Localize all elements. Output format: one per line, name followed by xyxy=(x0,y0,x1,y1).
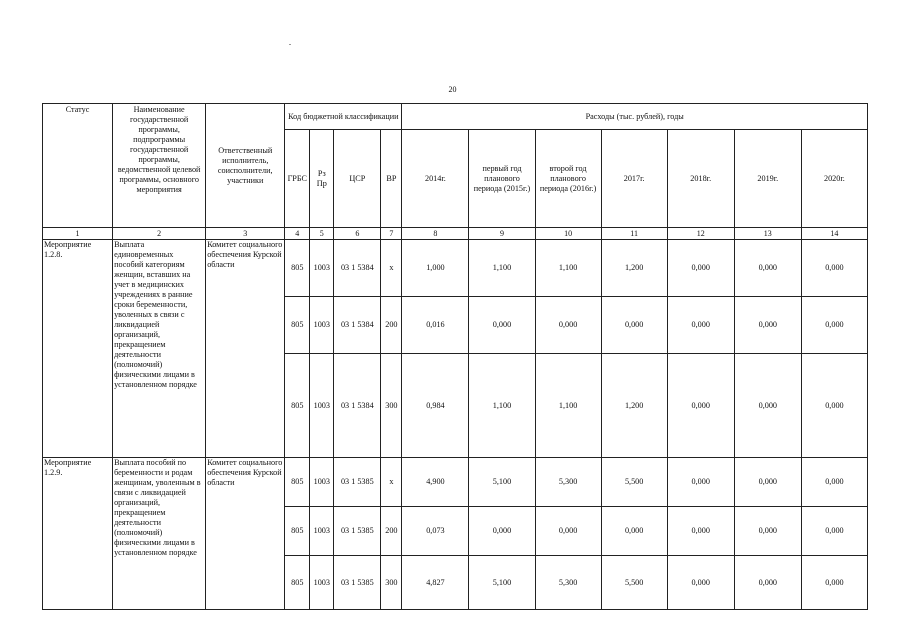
rzpr-cell: 1003 xyxy=(310,240,334,297)
value-2016: 1,100 xyxy=(535,240,601,297)
csr-cell: 03 1 5385 xyxy=(334,556,381,610)
header-2014: 2014г. xyxy=(402,130,469,228)
value-2015: 1,100 xyxy=(469,354,535,458)
value-2018: 0,000 xyxy=(667,556,734,610)
column-number: 1 xyxy=(43,228,113,240)
header-2018: 2018г. xyxy=(667,130,734,228)
vr-cell: 200 xyxy=(381,297,402,354)
value-2018: 0,000 xyxy=(667,354,734,458)
executor-cell: Комитет социального обеспечения Курской области xyxy=(206,458,285,610)
value-2015: 0,000 xyxy=(469,297,535,354)
value-2020: 0,000 xyxy=(801,507,867,556)
value-2016: 5,300 xyxy=(535,458,601,507)
name-cell: Выплата пособий по беременности и родам женщинам, уволенным в связи с ликвидацией организаций, прекращением деятельности (полномочий) физическими лицами в установленном порядке xyxy=(113,458,206,610)
rzpr-cell: 1003 xyxy=(310,507,334,556)
value-2020: 0,000 xyxy=(801,297,867,354)
rzpr-cell: 1003 xyxy=(310,354,334,458)
value-2016: 0,000 xyxy=(535,507,601,556)
header-2016: второй год планового периода (2016г.) xyxy=(535,130,601,228)
vr-cell: 300 xyxy=(381,556,402,610)
column-number: 5 xyxy=(310,228,334,240)
value-2019: 0,000 xyxy=(734,507,801,556)
value-2015: 1,100 xyxy=(469,240,535,297)
value-2014: 1,000 xyxy=(402,240,469,297)
column-number: 14 xyxy=(801,228,867,240)
budget-table xyxy=(42,103,868,610)
value-2020: 0,000 xyxy=(801,240,867,297)
value-2017: 1,200 xyxy=(601,240,667,297)
value-2019: 0,000 xyxy=(734,297,801,354)
value-2018: 0,000 xyxy=(667,458,734,507)
value-2017: 5,500 xyxy=(601,458,667,507)
column-number: 9 xyxy=(469,228,535,240)
value-2017: 1,200 xyxy=(601,354,667,458)
grbs-cell: 805 xyxy=(285,354,310,458)
table-row xyxy=(43,240,868,297)
value-2016: 1,100 xyxy=(535,354,601,458)
column-number: 10 xyxy=(535,228,601,240)
value-2016: 5,300 xyxy=(535,556,601,610)
column-number: 6 xyxy=(334,228,381,240)
csr-cell: 03 1 5385 xyxy=(334,458,381,507)
column-number: 7 xyxy=(381,228,402,240)
value-2014: 0,984 xyxy=(402,354,469,458)
header-vr: ВР xyxy=(381,130,402,228)
value-2020: 0,000 xyxy=(801,556,867,610)
value-2018: 0,000 xyxy=(667,240,734,297)
header-2015: первый год планового периода (2015г.) xyxy=(469,130,535,228)
scan-speck xyxy=(289,44,291,45)
header-grbs: ГРБС xyxy=(285,130,310,228)
column-number: 8 xyxy=(402,228,469,240)
value-2015: 5,100 xyxy=(469,556,535,610)
value-2019: 0,000 xyxy=(734,556,801,610)
header-2017: 2017г. xyxy=(601,130,667,228)
page-number: 20 xyxy=(448,85,457,94)
value-2020: 0,000 xyxy=(801,354,867,458)
header-rzpr: Рз Пр xyxy=(310,130,334,228)
column-number: 11 xyxy=(601,228,667,240)
grbs-cell: 805 xyxy=(285,507,310,556)
csr-cell: 03 1 5384 xyxy=(334,240,381,297)
header-budget-code: Код бюджетной классификации xyxy=(285,104,402,130)
column-number: 2 xyxy=(113,228,206,240)
column-number: 12 xyxy=(667,228,734,240)
csr-cell: 03 1 5385 xyxy=(334,507,381,556)
value-2019: 0,000 xyxy=(734,240,801,297)
value-2015: 5,100 xyxy=(469,458,535,507)
table-row xyxy=(43,458,868,507)
value-2014: 0,073 xyxy=(402,507,469,556)
header-name: Наименование государственной программы, подпрограммы государственной программы, ведомственной целевой программы, основного мероприятия xyxy=(113,104,206,228)
header-expenses: Расходы (тыс. рублей), годы xyxy=(402,104,868,130)
value-2015: 0,000 xyxy=(469,507,535,556)
value-2014: 0,016 xyxy=(402,297,469,354)
csr-cell: 03 1 5384 xyxy=(334,354,381,458)
csr-cell: 03 1 5384 xyxy=(334,297,381,354)
vr-cell: 200 xyxy=(381,507,402,556)
value-2019: 0,000 xyxy=(734,458,801,507)
value-2017: 0,000 xyxy=(601,297,667,354)
name-cell: Выплата единовременных пособий категориям женщин, вставших на учет в медицинских учреждениях в ранние сроки беременности, уволенных в связи с ликвидацией организаций, прекращением деятельности (полномочий) физическими лицами в установленном порядке xyxy=(113,240,206,458)
rzpr-cell: 1003 xyxy=(310,297,334,354)
grbs-cell: 805 xyxy=(285,240,310,297)
value-2017: 5,500 xyxy=(601,556,667,610)
value-2018: 0,000 xyxy=(667,507,734,556)
column-number: 4 xyxy=(285,228,310,240)
grbs-cell: 805 xyxy=(285,458,310,507)
rzpr-cell: 1003 xyxy=(310,458,334,507)
vr-cell: х xyxy=(381,240,402,297)
value-2014: 4,900 xyxy=(402,458,469,507)
vr-cell: 300 xyxy=(381,354,402,458)
header-executor: Ответственный исполнитель, соисполнители, участники xyxy=(206,104,285,228)
value-2018: 0,000 xyxy=(667,297,734,354)
column-number-row xyxy=(43,228,868,240)
value-2020: 0,000 xyxy=(801,458,867,507)
executor-cell: Комитет социального обеспечения Курской области xyxy=(206,240,285,458)
vr-cell: х xyxy=(381,458,402,507)
rzpr-cell: 1003 xyxy=(310,556,334,610)
header-csr: ЦСР xyxy=(334,130,381,228)
value-2016: 0,000 xyxy=(535,297,601,354)
header-status: Статус xyxy=(43,104,113,228)
value-2014: 4,827 xyxy=(402,556,469,610)
header-2020: 2020г. xyxy=(801,130,867,228)
column-number: 13 xyxy=(734,228,801,240)
status-cell: Мероприятие 1.2.9. xyxy=(43,458,113,610)
grbs-cell: 805 xyxy=(285,556,310,610)
value-2017: 0,000 xyxy=(601,507,667,556)
header-2019: 2019г. xyxy=(734,130,801,228)
status-cell: Мероприятие 1.2.8. xyxy=(43,240,113,458)
grbs-cell: 805 xyxy=(285,297,310,354)
value-2019: 0,000 xyxy=(734,354,801,458)
column-number: 3 xyxy=(206,228,285,240)
